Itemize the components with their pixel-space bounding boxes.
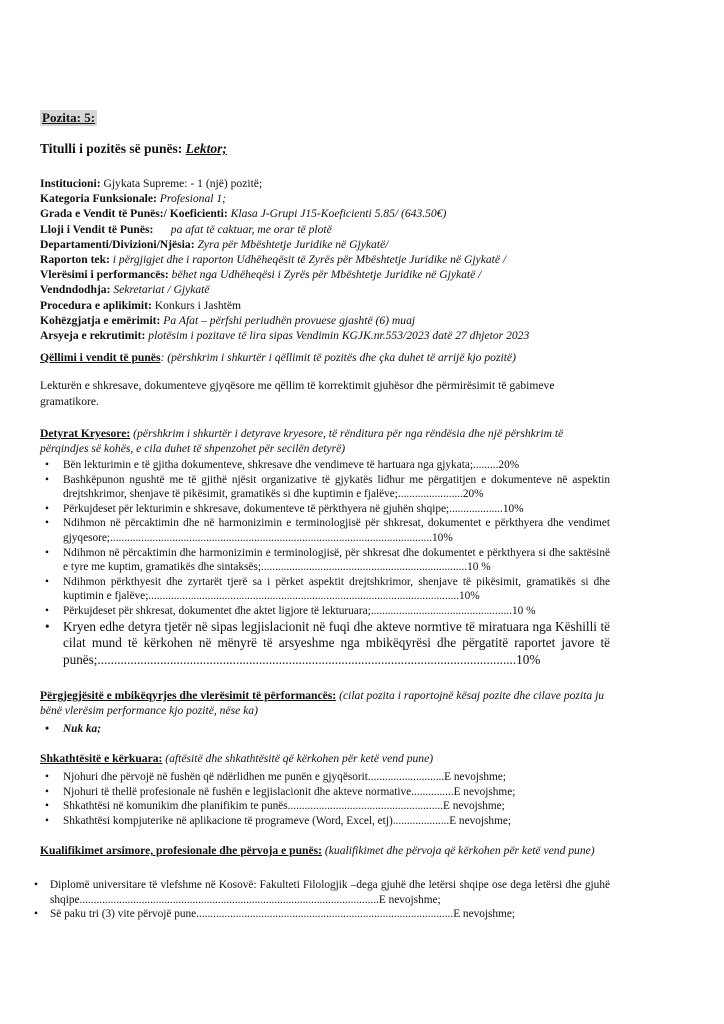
duties-heading: Detyrat Kryesore: bbox=[40, 427, 131, 440]
info-row bbox=[40, 206, 610, 221]
info-value: i përgjigjet dhe i raporton Udhëheqësit të Zyrës për Mbështetje Juridike në Gjykatë / bbox=[109, 253, 507, 267]
info-label: Kohëzgjatja e emërimit: bbox=[40, 313, 161, 327]
info-row bbox=[40, 176, 610, 191]
duty-item: • Përkujdeset për lekturimin e shkresave, dokumenteve të përkthyera në gjuhën shqipe;...................10% bbox=[40, 502, 610, 517]
duty-item: • Përkujdeset për shkresat, dokumentet dhe aktet ligjore të lekturuara;..................................................10 % bbox=[40, 604, 610, 619]
info-value: Gjykata Supreme: - 1 (një) pozitë; bbox=[100, 177, 263, 190]
duties-list bbox=[40, 458, 610, 668]
info-label: Arsyeja e rekrutimit: bbox=[40, 329, 146, 343]
info-label: Procedura e aplikimit: bbox=[40, 298, 152, 312]
supervision-subheading: (cilat pozita i raportojnë kësaj pozite dhe cilave pozita ju bënë vlerësim performance kjo pozitë, nëse ka) bbox=[40, 689, 605, 718]
info-label: Raporton tek: bbox=[40, 253, 110, 267]
duty-item: • Ndihmon përkthyesit dhe zyrtarët tjerë sa i përket aspektit drejtshkrimor, shenjave të pikësimit, gramatikës si dhe kuptimin e fjalëve;..............................................................................................................10% bbox=[40, 575, 610, 604]
skill-item: • Shkathtësi kompjuterike në aplikacione të programeve (Word, Excel, etj)....................E nevojshme; bbox=[40, 814, 610, 829]
duty-item: • Ndihmon në përcaktimin dhe në harmonizimin e terminologjisë për shkresat, dokumentet e përkthyera dhe vendimet gjyqesore;..................................................................................................................10% bbox=[40, 516, 610, 545]
qualifications-list bbox=[40, 878, 610, 922]
info-value: Zyra për Mbështetje Juridike në Gjykatë/ bbox=[194, 237, 389, 251]
purpose-heading-line bbox=[40, 350, 610, 365]
info-value: bëhet nga Udhëheqësi i Zyrës për Mbështetje Juridike në Gjykatë / bbox=[168, 268, 482, 282]
info-value: Sekretariat / Gjykatë bbox=[110, 283, 210, 297]
info-label: Kategoria Funksionale: bbox=[40, 192, 157, 206]
duties-subheading: (përshkrim i shkurtër i detyrave kryesore, të rënditura për nga rëndësia dhe një përshkrim të përqindjes së kohës, e cila duhet të shpenzohet për secilën detyrë) bbox=[40, 427, 564, 456]
job-info-block bbox=[40, 176, 610, 343]
qualification-item: • Së paku tri (3) vite përvojë pune...........................................................................................E nevojshme; bbox=[40, 907, 610, 922]
info-value: Konkurs i Jashtëm bbox=[151, 298, 242, 312]
qualifications-subheading: (kualifikimet dhe përvoja që kërkohen për ketë vend pune) bbox=[322, 844, 595, 857]
duty-item: • Bën lekturimin e të gjitha dokumenteve, shkresave dhe vendimeve të hartuara nga gjykata;.........20% bbox=[40, 458, 610, 473]
supervision-item: • Nuk ka; bbox=[40, 722, 610, 737]
purpose-heading: Qëllimi i vendit të punës bbox=[40, 351, 161, 364]
purpose-subheading: : (përshkrim i shkurtër i qëllimit të pozitës dhe çka duhet të arrijë kjo pozitë) bbox=[160, 351, 516, 364]
skills-subheading: (aftësitë dhe shkathtësitë që kërkohen për ketë vend pune) bbox=[162, 752, 434, 765]
info-row bbox=[40, 328, 610, 343]
duty-item: • Ndihmon në përcaktimin dhe harmonizimin e terminologjisë, për shkresat dhe dokumentet e përkthyera si dhe saktësinë e tyre me kuptim, gramatikës dhe sintaksës;.........................................................................10 % bbox=[40, 546, 610, 575]
skill-item: • Shkathtësi në komunikim dhe planifikim te punës.......................................................E nevojshme; bbox=[40, 799, 610, 814]
info-row bbox=[40, 237, 610, 252]
skills-list bbox=[40, 770, 610, 828]
info-row bbox=[40, 313, 610, 328]
info-label: Vlerësimi i performancës: bbox=[40, 268, 169, 282]
skill-item: • Njohuri dhe përvojë në fushën që ndërlidhen me punën e gjyqësorit...........................E nevojshme; bbox=[40, 770, 610, 785]
duty-item: • Kryen edhe detyra tjetër në sipas legjislacionit në fuqi dhe akteve normtive të miratuara nga Këshilli të cilat mund të kërkohen në mënyrë të arsyeshme nga mbikëqyrësi dhe përgatitë raportet javore të punës;...............................................................................................................................10% bbox=[40, 619, 610, 669]
info-row bbox=[40, 282, 610, 297]
position-label: Pozita: 5: bbox=[42, 110, 96, 125]
supervision-heading-line bbox=[40, 688, 610, 719]
supervision-list bbox=[40, 722, 610, 737]
job-title bbox=[40, 141, 227, 157]
duty-item: • Bashkëpunon ngushtë me të gjithë njësit organizative të gjykatës lidhur me përgatitjen e dokumenteve në aspektin drejtshkrimor, shenjave të pikësimit, gramatikës si dhe kuptimin e fjalëve;.......................20% bbox=[40, 473, 610, 502]
info-value: Pa Afat – përfshi periudhën provuese gjashtë (6) muaj bbox=[160, 313, 416, 327]
info-label: Lloji i Vendit të Punës: bbox=[40, 222, 154, 236]
info-value: Profesional 1; bbox=[156, 192, 227, 206]
info-row bbox=[40, 252, 610, 267]
duties-heading-line bbox=[40, 426, 610, 457]
skill-item: • Njohuri të thellë profesionale në fushën e legjislacionit dhe akteve normative...............E nevojshme; bbox=[40, 785, 610, 800]
info-label: Grada e Vendit të Punës:/ Koeficienti: bbox=[40, 207, 228, 221]
skills-heading-line bbox=[40, 751, 610, 766]
info-value: pa afat të caktuar, me orar të plotë bbox=[153, 222, 332, 236]
info-row bbox=[40, 267, 610, 282]
supervision-heading: Përgjegjësitë e mbikëqyrjes dhe vlerësimit të përformancës: bbox=[40, 689, 337, 702]
info-label: Institucioni: bbox=[40, 177, 101, 190]
purpose-text: Lekturën e shkresave, dokumenteve gjyqësore me qëllim të korrektimit gjuhësor dhe përmirësimit të gabimeve gramatikore. bbox=[40, 379, 555, 408]
job-title-prefix: Titulli i pozitës së punës: bbox=[40, 141, 186, 156]
qualifications-heading-line bbox=[40, 843, 610, 858]
info-row bbox=[40, 222, 610, 237]
info-label: Vendndodhja: bbox=[40, 283, 111, 297]
info-row bbox=[40, 298, 610, 313]
skills-heading: Shkathtësitë e kërkuara: bbox=[40, 752, 163, 765]
info-value: plotësim i pozitave të lira sipas Vendimin KGJK.nr.553/2023 datë 27 dhjetor 2023 bbox=[145, 329, 530, 343]
qualification-item: • Diplomë universitare të vlefshme në Kosovë: Fakulteti Filologjik –dega gjuhë dhe letërsi shqipe ose dega letërsi dhe gjuhë shqipe..........................................................................................................E nevojshme; bbox=[40, 878, 610, 907]
info-value: Klasa J-Grupi J15-Koeficienti 5.85/ (643.50€) bbox=[227, 207, 447, 221]
job-title-value: Lektor; bbox=[185, 141, 227, 156]
info-label: Departamenti/Divizioni/Njësia: bbox=[40, 237, 195, 251]
qualifications-heading: Kualifikimet arsimore, profesionale dhe përvoja e punës: bbox=[40, 844, 322, 857]
info-row bbox=[40, 191, 610, 206]
